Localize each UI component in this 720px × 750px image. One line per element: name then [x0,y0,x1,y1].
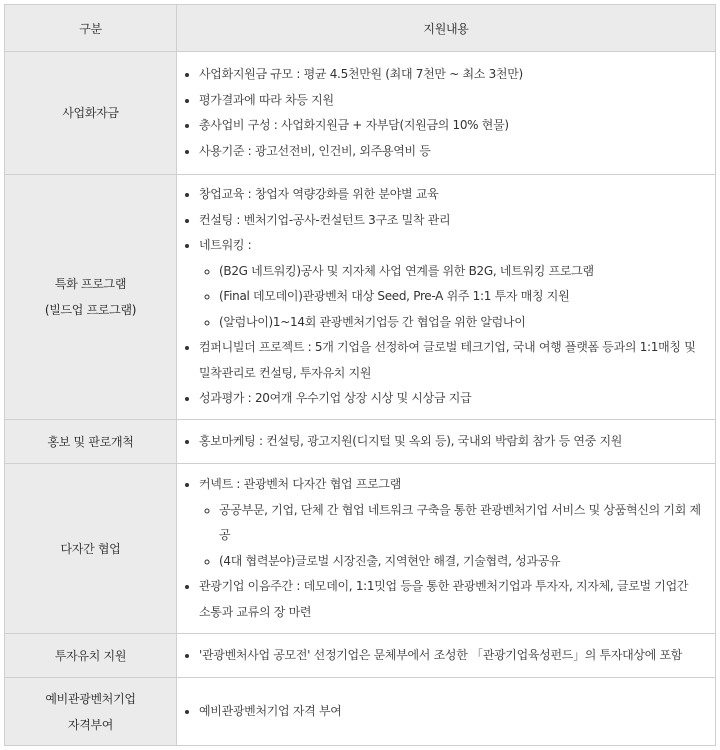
sub-list-item: ◦ 공공부문, 기업, 단체 간 협업 네트워크 구축을 통한 관광벤처기업 서비스 및 상품혁신의 기회 제공 [219,498,701,549]
category-line: 사업화자금 [62,106,119,120]
sub-list-item: ◦ (Final 데모데이)관광벤처 대상 Seed, Pre-A 위주 1:1 투자 매칭 지원 [219,284,701,310]
list-item [199,472,701,574]
sub-list-item: ◦ (알럼나이)1~14회 관광벤처기업등 간 협업을 위한 알럼나이 [219,310,701,336]
bullet-list [177,429,701,455]
row-content [177,464,716,634]
list-item: • 예비관광벤처기업 자격 부여 [199,699,701,725]
list-item: • 홍보마케팅 : 컨설팅, 광고지원(디지털 및 옥외 등), 국내외 박람회 참가 등 연중 지원 [199,429,701,455]
list-item: • 사용기준 : 광고선전비, 인건비, 외주용역비 등 [199,139,701,165]
list-item: • 컴퍼니빌더 프로젝트 : 5개 기업을 선정하여 글로벌 테크기업, 국내 여행 플랫폼 등과의 1:1매칭 및 밀착관리로 컨설팅, 투자유치 지원 [199,335,701,386]
table-header-row [5,5,716,52]
sub-list-item: ◦ (B2G 네트워킹)공사 및 지자체 사업 연계를 위한 B2G, 네트워킹 프로그램 [219,259,701,285]
table-row [5,420,716,464]
row-content [177,175,716,420]
support-table [4,4,716,746]
list-item: • 컨설팅 : 벤처기업-공사-컨설턴트 3구조 밀착 관리 [199,208,701,234]
category-line: 예비관광벤처기업 [45,691,136,706]
bullet-list [177,699,701,725]
row-category [5,464,177,634]
category-line: 특화 프로그램 [54,277,127,291]
table-row [5,52,716,175]
row-content [177,52,716,175]
row-category [5,175,177,420]
sub-bullet-list [199,498,701,575]
category-line: (빌드업 프로그램) [44,303,137,317]
list-item: • 총사업비 구성 : 사업화지원금 + 자부담(지원금의 10% 현물) [199,113,701,139]
list-item-text: 네트워킹 : [199,238,252,253]
bullet-list [177,182,701,412]
row-category [5,420,177,464]
list-item: • 성과평가 : 20여개 우수기업 상장 시상 및 시상금 지급 [199,386,701,412]
list-item: • '관광벤처사업 공모전' 선정기업은 문체부에서 조성한 「관광기업육성펀드」의 투자대상에 포함 [199,643,701,669]
row-category [5,634,177,678]
table-row [5,175,716,420]
category-line: 다자간 협업 [60,541,121,556]
header-content: 지원내용 [177,5,716,52]
bullet-list [177,643,701,669]
row-content [177,634,716,678]
header-category: 구분 [5,5,177,52]
list-item-text: 커넥트 : 관광벤처 다자간 협업 프로그램 [199,477,401,491]
row-category [5,52,177,175]
bullet-list [177,62,701,164]
row-category [5,678,177,746]
list-item: • 창업교육 : 창업자 역량강화를 위한 분야별 교육 [199,182,701,208]
category-line: 투자유치 지원 [54,648,127,663]
row-content [177,420,716,464]
list-item: • 평가결과에 따라 차등 지원 [199,88,701,114]
sub-bullet-list [199,259,701,336]
list-item: • 사업화지원금 규모 : 평균 4.5천만원 (최대 7천만 ~ 최소 3천만) [199,62,701,88]
table-row [5,464,716,634]
table-row [5,678,716,746]
list-item: • 관광기업 이음주간 : 데모데이, 1:1밋업 등을 통한 관광벤처기업과 투자자, 지자체, 글로벌 기업간 소통과 교류의 장 마련 [199,574,701,625]
sub-list-item: ◦ (4대 협력분야)글로벌 시장진출, 지역현안 해결, 기술협력, 성과공유 [219,549,701,575]
bullet-list [177,472,701,625]
table-row [5,634,716,678]
category-line: 자격부여 [67,717,114,732]
list-item [199,233,701,335]
row-content [177,678,716,746]
category-line: 홍보 및 판로개척 [47,434,134,449]
